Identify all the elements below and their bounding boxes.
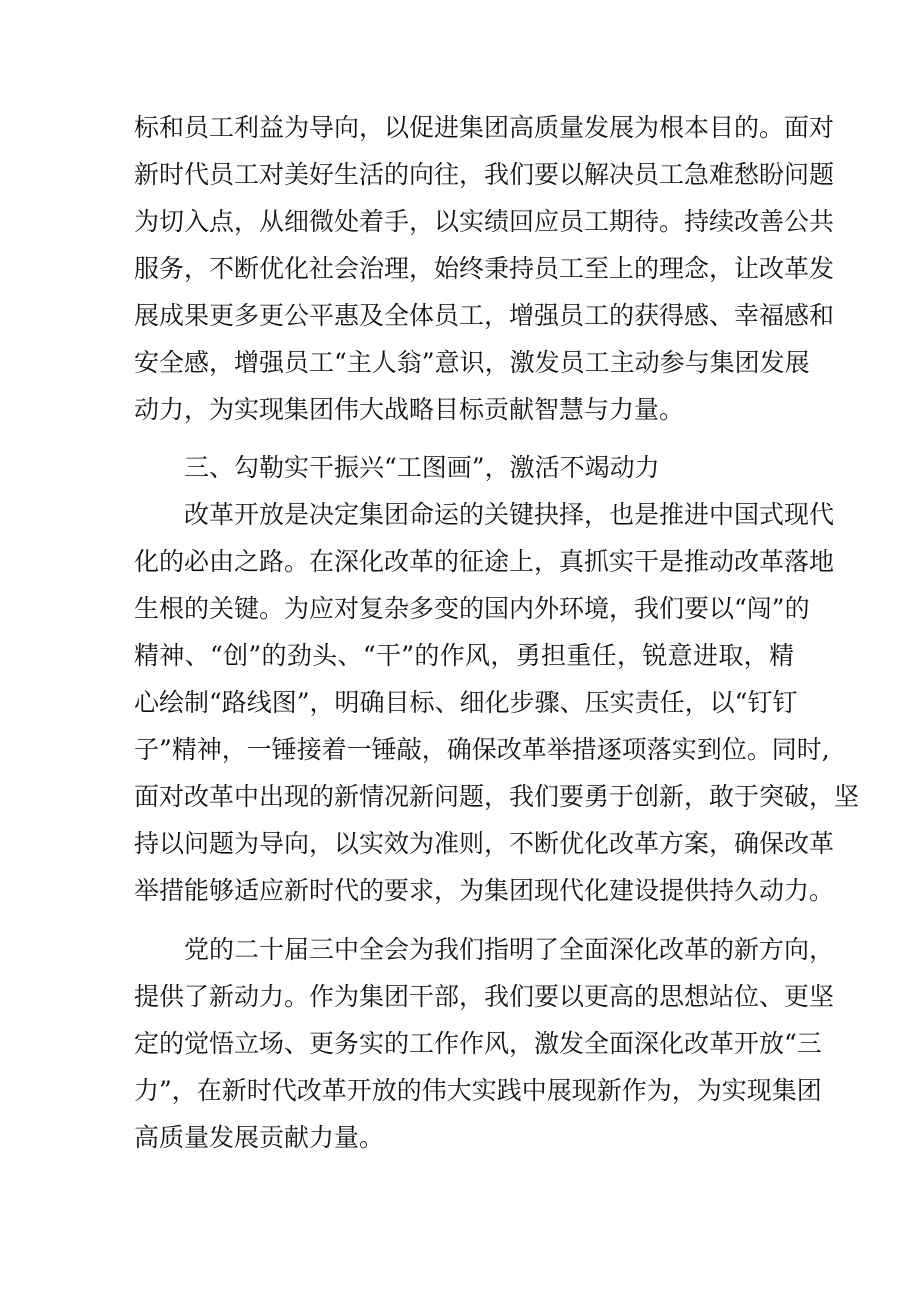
- paragraph-line: 力”，在新时代改革开放的伟大实践中展现新作为，为实现集团: [134, 1076, 822, 1105]
- paragraph-line: 举措能够适应新时代的要求，为集团现代化建设提供持久动力。: [134, 876, 835, 905]
- paragraph-line: 子”精神，一锤接着一锤敲，确保改革举措逐项落实到位。同时,: [134, 735, 830, 764]
- paragraph-line: 为切入点，从细微处着手，以实绩回应员工期待。持续改善公共: [134, 207, 835, 236]
- paragraph-line: 持以问题为导向，以实效为准则，不断优化改革方案，确保改革: [134, 829, 835, 858]
- paragraph-line: 党的二十届三中全会为我们指明了全面深化改革的新方向，: [184, 935, 835, 964]
- paragraph-plenary-session: [134, 926, 835, 1161]
- paragraph-line: 面对改革中出现的新情况新问题，我们要勇于创新，敢于突破，坚: [134, 782, 860, 811]
- paragraph-line: 定的觉悟立场、更务实的工作作风，激发全面深化改革开放“三: [134, 1029, 822, 1058]
- paragraph-line: 生根的关键。为应对复杂多变的国内外环境，我们要以“闯”的: [134, 594, 810, 623]
- paragraph-line: 化的必由之路。在深化改革的征途上，真抓实干是推动改革落地: [134, 547, 835, 576]
- paragraph-line: 改革开放是决定集团命运的关键抉择，也是推进中国式现代: [184, 500, 835, 529]
- paragraph-line: 提供了新动力。作为集团干部，我们要以更高的思想站位、更坚: [134, 982, 835, 1011]
- paragraph-line: 展成果更多更公平惠及全体员工，增强员工的获得感、幸福感和: [134, 301, 835, 330]
- paragraph-line: 心绘制“路线图”，明确目标、细化步骤、压实责任，以“钉钉: [134, 688, 798, 717]
- paragraph-line: 标和员工利益为导向，以促进集团高质量发展为根本目的。面对: [134, 113, 835, 142]
- paragraph-line: 动力，为实现集团伟大战略目标贡献智慧与力量。: [134, 395, 685, 424]
- section-heading-3: 三、勾勒实干振兴“工图画”，激活不竭动力: [184, 453, 660, 482]
- paragraph-reform-practice: [134, 491, 860, 914]
- paragraph-line: 精神、“创”的劲头、“干”的作风，勇担重任，锐意进取，精: [134, 641, 794, 670]
- paragraph-employee-interests: [134, 104, 835, 433]
- paragraph-line: 服务，不断优化社会治理，始终秉持员工至上的理念，让改革发: [134, 254, 835, 283]
- paragraph-line: 高质量发展贡献力量。: [134, 1123, 385, 1152]
- paragraph-line: 安全感，增强员工“主人翁”意识，激发员工主动参与集团发展: [134, 348, 810, 377]
- paragraph-line: 新时代员工对美好生活的向往，我们要以解决员工急难愁盼问题: [134, 160, 835, 189]
